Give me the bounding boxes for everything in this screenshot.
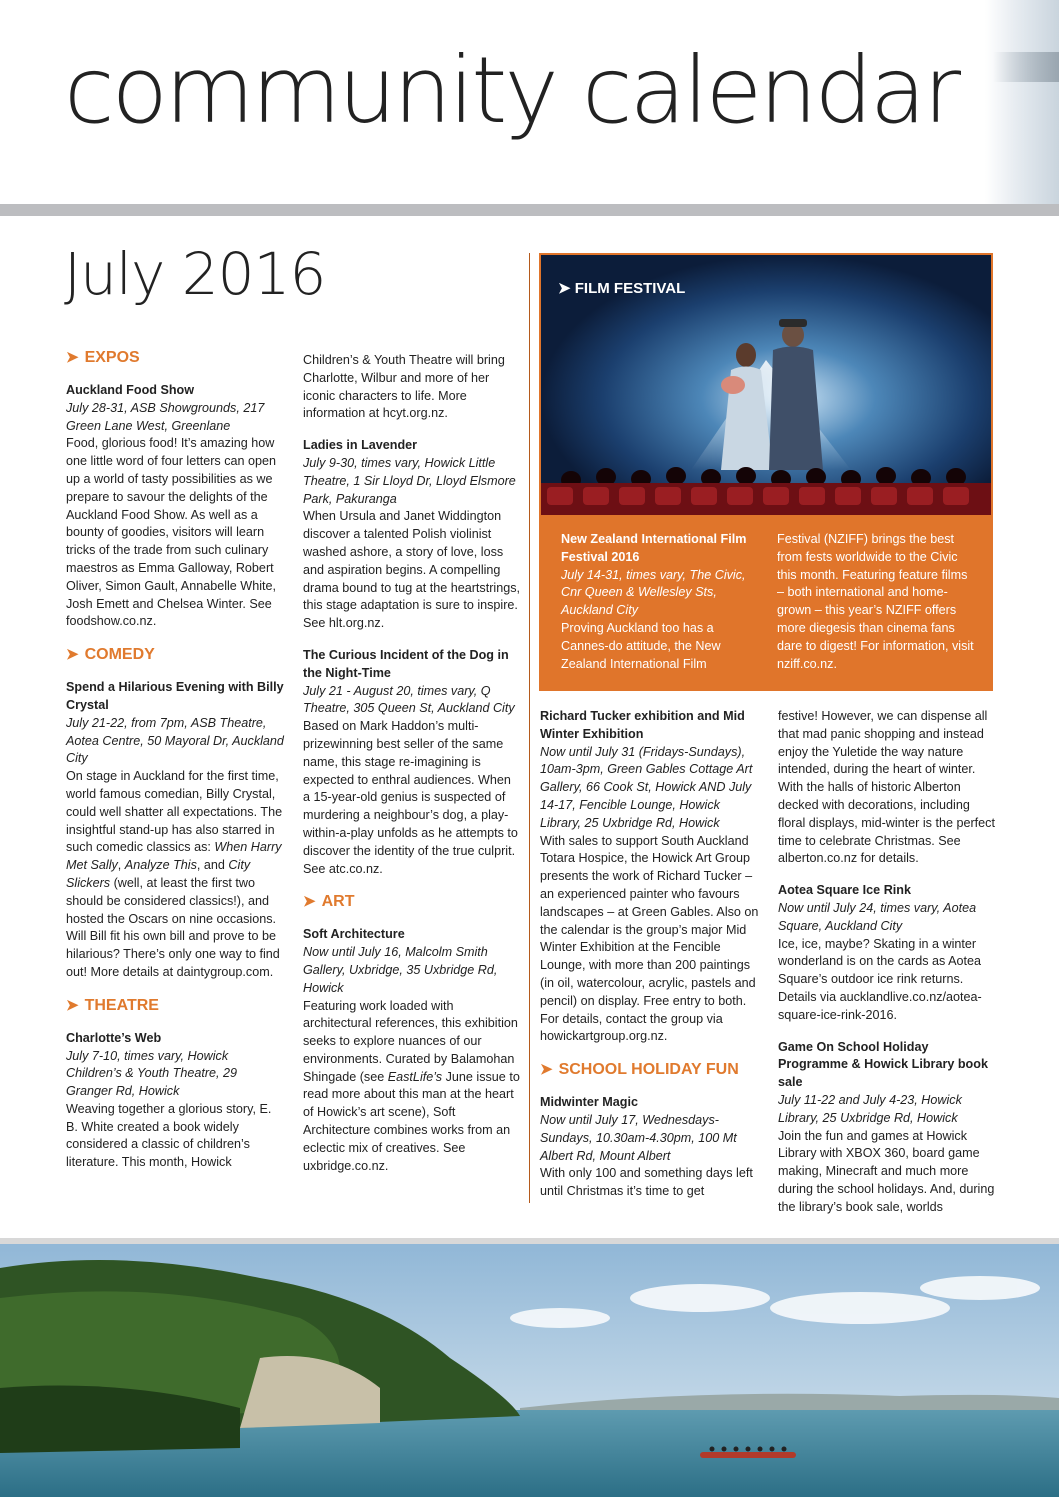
event-billy-crystal (66, 679, 284, 982)
event-details: Now until July 16, Malcolm Smith Gallery, Uxbridge, 35 Uxbridge Rd, Howick (303, 945, 498, 995)
event-title: Spend a Hilarious Evening with Billy Crystal (66, 680, 284, 712)
header-corner-photo (985, 0, 1059, 205)
event-description: Food, glorious food! It’s amazing how one little word of four letters can open up a world of tasty possibilities as we prepare to savour the delights of the Auckland Food Show. As well as a bounty of goodies, visitors will learn tricks of the trade from such culinary maestros as Emma Galloway, Robert Oliver, Simon Gault, Annabelle White, Josh Emett and Chelsea Winter. See foodshow.co.nz. (66, 436, 277, 629)
event-description: Proving Auckland too has a Cannes-do attitude, the New Zealand International Film (561, 620, 721, 671)
event-charlottes-web-continued (303, 352, 521, 423)
event-description: Children’s & Youth Theatre will bring Charlotte, Wilbur and more of her iconic characters to life. More information at hcyt.org.nz. (303, 353, 505, 421)
event-details: July 9-30, times vary, Howick Little Theatre, 1 Sir Lloyd Dr, Lloyd Elsmore Park, Pakuranga (303, 455, 516, 506)
event-title: Soft Architecture (303, 927, 405, 942)
event-description: Ice, ice, maybe? Skating in a winter wonderland is on the cards as Aotea Square’s outdoor ice rink returns. Details via aucklandlive.co.nz/aotea-square-ice-rink-2016. (778, 936, 982, 1022)
event-title: Ladies in Lavender (303, 438, 418, 453)
event-details: July 21-22, from 7pm, ASB Theatre, Aotea Centre, 50 Mayoral Dr, Auckland City (66, 715, 284, 766)
event-title: Game On School Holiday Programme & Howick Library book sale (778, 1039, 988, 1090)
column-3 (540, 708, 760, 1215)
event-details: Now until July 17, Wednesdays-Sundays, 10.30am-4.30pm, 100 Mt Albert Rd, Mount Albert (540, 1112, 737, 1163)
arrow-icon: ➤ (66, 646, 79, 664)
event-description: With sales to support South Auckland Totara Hospice, the Howick Art Group presents the work of Richard Tucker – an experienced painter who favours landscapes – at Green Gables. Also on the calendar is the group’s major Mid Winter Exhibition at the Fencible Lounge, with more than 200 paintings (in oil, watercolour, acrylic, pastels and pencil) on display. Free entry to both. For details, contact the group via howickartgroup.org.nz. (540, 833, 759, 1044)
event-details: July 14-31, times vary, The Civic, Cnr Queen & Wellesley Sts, Auckland City (561, 567, 746, 618)
column-2 (303, 352, 521, 1189)
month-heading: July 2016 (64, 240, 326, 308)
event-title: Auckland Food Show (66, 383, 195, 397)
event-details: July 11-22 and July 4-23, Howick Library, 25 Uxbridge Rd, Howick (778, 1092, 962, 1125)
event-details: July 21 - August 20, times vary, Q Theatre, 305 Queen St, Auckland City (303, 683, 515, 716)
event-details: Now until July 24, times vary, Aotea Square, Auckland City (778, 900, 977, 933)
event-title: Midwinter Magic (540, 1095, 638, 1110)
event-soft-architecture (303, 926, 521, 1175)
section-heading-art: ➤ ART (303, 893, 355, 911)
event-details: July 7-10, times vary, Howick Children’s & Youth Theatre, 29 Granger Rd, Howick (66, 1048, 238, 1099)
event-description: festive! However, we can dispense all that mad panic shopping and instead enjoy the Yuletide the way nature intended, during the heart of winter. With the halls of historic Alberton decked with decorations, including floral displays, mid-winter is the perfect time to celebrate Christmas. See alberton.co.nz for details. (778, 709, 995, 866)
event-description: Weaving together a glorious story, E. B. White created a book widely considered a classic of children’s literature. This month, Howick (66, 1101, 272, 1170)
film-festival-label: ➤ FILM FESTIVAL (558, 280, 686, 297)
section-heading-school-holiday-fun: ➤ SCHOOL HOLIDAY FUN (540, 1061, 739, 1079)
column-4 (778, 708, 996, 1231)
event-title: Richard Tucker exhibition and Mid Winter Exhibition (540, 709, 745, 741)
event-description: With only 100 and something days left until Christmas it’s time to get (540, 1166, 753, 1199)
column-divider (529, 253, 530, 1203)
arrow-icon: ➤ (66, 996, 79, 1014)
column-1 (66, 348, 284, 1186)
event-curious-incident (303, 647, 521, 878)
event-description: On stage in Auckland for the first time, world famous comedian, Billy Crystal, could well shatter all expectations. The insightful stand-up has also starred in such comedic classics as: When Harry Met Sally, Analyze This, and City Slickers (well, at least the first two should be considered classics!), and hosted the Oscars on nine occasions. Will Bill fit his own bill and prove to be hilarious? There’s only one way to find out! More details at daintygroup.com. (66, 769, 283, 979)
event-title: New Zealand International Film Festival 2016 (561, 532, 747, 564)
film-festival-column-2 (777, 531, 977, 673)
section-heading-expos: ➤ EXPOS (66, 349, 140, 366)
event-midwinter-magic (540, 1094, 760, 1201)
event-details: July 28-31, ASB Showgrounds, 217 Green Lane West, Greenlane (66, 400, 265, 433)
event-description: Join the fun and games at Howick Library with XBOX 360, board game making, Minecraft and much more during the school holidays. And, during the library’s book sale, worlds (778, 1128, 995, 1214)
event-title: Charlotte’s Web (66, 1030, 162, 1045)
event-ladies-in-lavender (303, 437, 521, 633)
arrow-icon: ➤ (540, 1061, 553, 1079)
section-heading-theatre: ➤ THEATRE (66, 996, 159, 1014)
event-midwinter-magic-continued (778, 708, 996, 868)
page-title: community calendar (64, 37, 959, 144)
arrow-icon: ➤ (303, 893, 316, 911)
event-charlottes-web (66, 1030, 284, 1172)
event-aotea-ice-rink (778, 882, 996, 1024)
arrow-icon: ➤ (558, 280, 575, 297)
event-title: The Curious Incident of the Dog in the Night-Time (303, 647, 509, 680)
film-festival-column-1 (561, 531, 761, 673)
arrow-icon: ➤ (66, 349, 79, 366)
header-rule (0, 204, 1059, 216)
event-game-on (778, 1039, 996, 1217)
event-richard-tucker (540, 708, 760, 1046)
coastal-landscape-photo (0, 1238, 1059, 1497)
event-description: Featuring work loaded with architectural references, this exhibition seeks to explore nuances of our environments. Curated by Balamohan Shingade (see EastLife’s June issue to read more about this man at the heart of Howick’s art scene), Soft Architecture combines works from an eclectic mix of creatives. See uxbridge.co.nz. (303, 998, 520, 1173)
event-title: Aotea Square Ice Rink (778, 883, 911, 898)
event-description: When Ursula and Janet Widdington discover a talented Polish violinist washed ashore, a story of love, loss and aspiration begins. A compelling drama bound to tug at the heartstrings, this stage adaptation is sure to inspire. See hlt.org.nz. (303, 509, 521, 631)
event-description: Based on Mark Haddon’s multi-prizewinning best seller of the same name, this stage re-imagining is expected to enthral audiences. When a 15-year-old genius is suspected of murdering a neighbour’s dog, a play-within-a-play unfolds as he attempts to discover the identity of the true culprit. See atc.co.nz. (303, 719, 518, 876)
event-auckland-food-show (66, 382, 284, 631)
section-heading-comedy: ➤ COMEDY (66, 646, 155, 664)
event-details: Now until July 31 (Fridays-Sundays), 10am-3pm, Green Gables Cottage Art Gallery, 66 Cook St, Howick AND July 14-17, Fencible Lounge, Howick Library, 25 Uxbridge Rd, Howick (540, 744, 753, 830)
event-description: Festival (NZIFF) brings the best from fests worldwide to the Civic this month. Featuring feature films – both international and home-grown – this year’s NZIFF offers more diegesis than cinema fans dare to digest! For information, visit nziff.co.nz. (777, 532, 974, 671)
